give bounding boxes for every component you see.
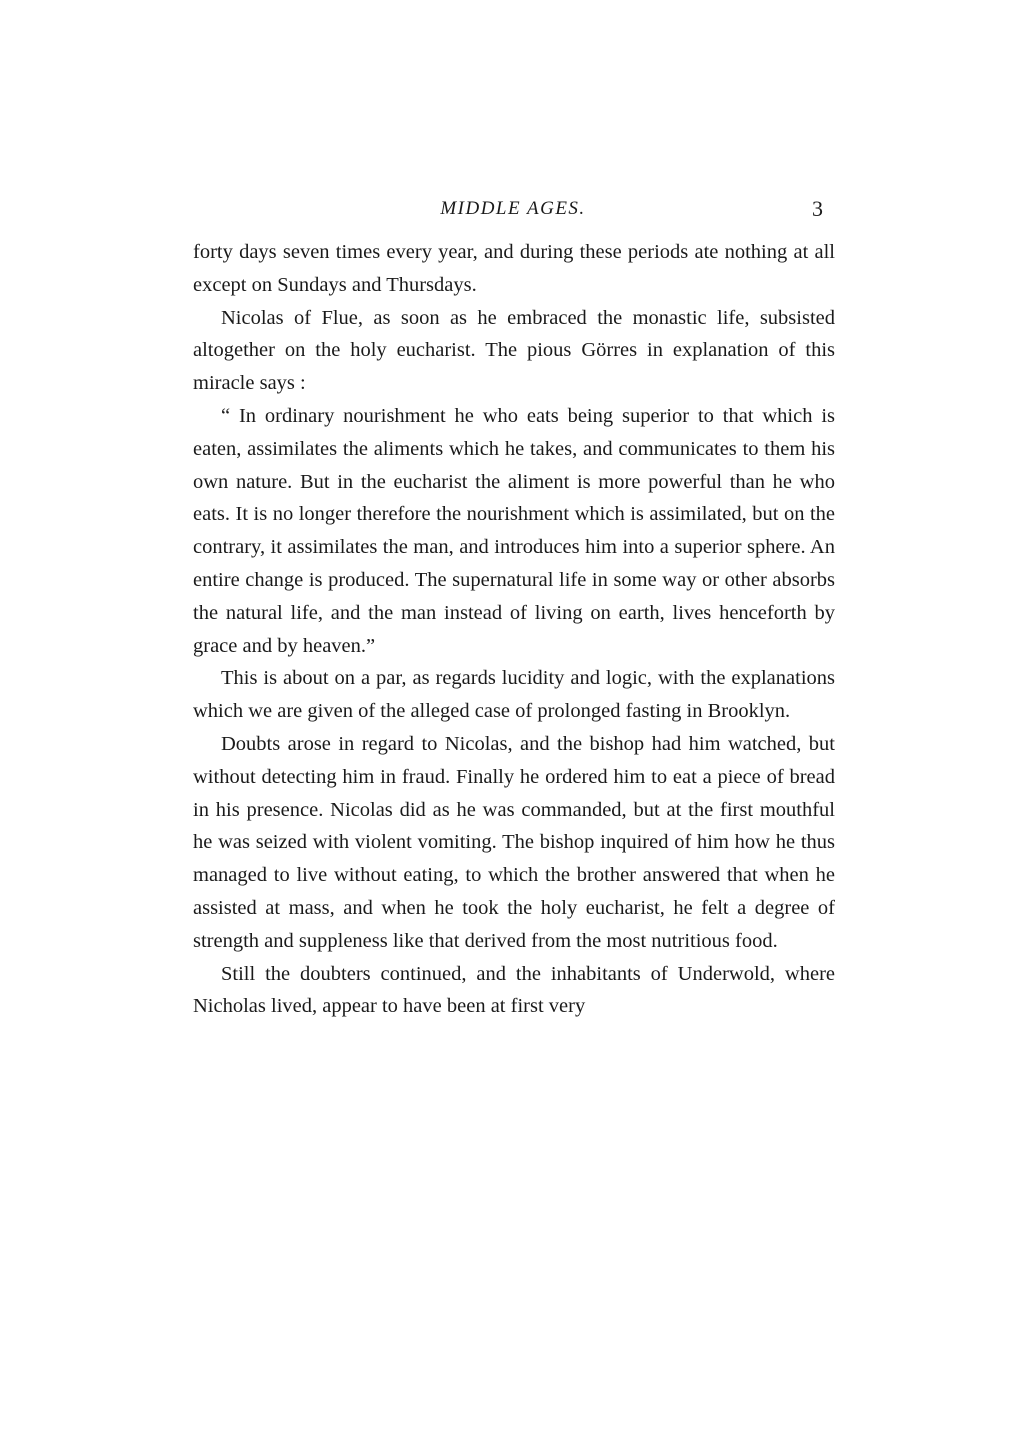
paragraph-doubters: Still the doubters continued, and the inhabitants of Underwold, where Nicholas lived, appear to have been at first very <box>193 962 835 1018</box>
running-title: MIDDLE AGES. <box>440 198 586 219</box>
paragraph-quotation: “ In ordinary nourishment he who eats being superior to that which is eaten, assimilates the aliments which he takes, and communicates to them his own nature. But in the eucharist the aliment is more powerful than he who eats. It is no longer therefore the nourishment which is assimilated, but on the contrary, it assimilates the man, and introduces him into a superior sphere. An entire change is produced. The supernatural life in some way or other absorbs the natural life, and the man instead of living on earth, lives henceforth by grace and by heaven.” <box>193 404 835 657</box>
body-text <box>193 236 835 1023</box>
page-number: 3 <box>812 196 823 221</box>
running-head <box>193 196 833 226</box>
paragraph-continued: forty days seven times every year, and during these periods ate nothing at all except on Sundays and Thursdays. <box>193 241 835 296</box>
paragraph-comparison: This is about on a par, as regards lucidity and logic, with the explanations which we are given of the alleged case of prolonged fasting in Brooklyn. <box>193 667 835 723</box>
paragraph-doubts: Doubts arose in regard to Nicolas, and the bishop had him watched, but without detecting him in fraud. Finally he ordered him to eat a piece of bread in his presence. Nicolas did as he was commanded, but at the first mouthful he was seized with violent vomiting. The bishop inquired of him how he thus managed to live without eating, to which the brother answered that when he assisted at mass, and when he took the holy eucharist, he felt a degree of strength and suppleness like that derived from the most nutritious food. <box>193 732 835 952</box>
paragraph-nicolas-of-flue: Nicolas of Flue, as soon as he embraced the monastic life, subsisted altogether on the holy eucharist. The pious Görres in explanation of this miracle says : <box>193 306 835 395</box>
